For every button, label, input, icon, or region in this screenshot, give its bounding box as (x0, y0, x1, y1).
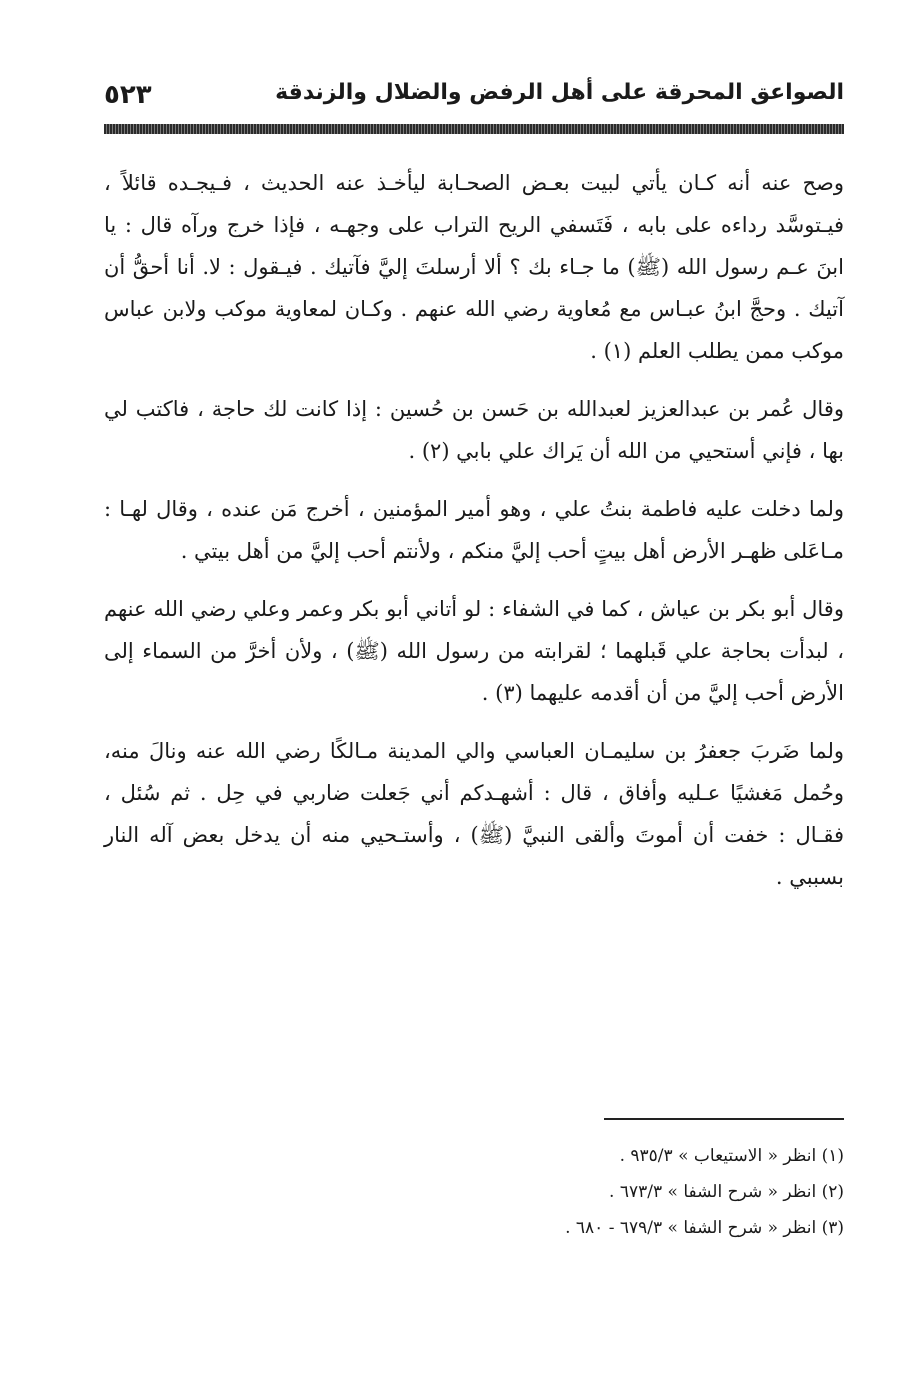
page-number: ٥٢٣ (104, 80, 152, 110)
footnote: (٣) انظر « شرح الشفا » ٦٧٩/٣ - ٦٨٠ . (565, 1218, 844, 1238)
header-rule (104, 124, 844, 134)
paragraph: ولما ضَربَ جعفرُ بن سليمـان العباسي والي المدينة مـالكًا رضي الله عنه ونالَ منه، وحُمل مَغشيًا عـليه وأفاق ، قال : أشهـدكم أني جَعلت ضاربي في حِل . ثم سُئل ، فقـال : خفت أن أموتَ وألقى النبيَّ (ﷺ) ، وأستـحيي منه أن يدخل بعض آله النار بسببي . (104, 739, 844, 889)
footnote: (٢) انظر « شرح الشفا » ٦٧٣/٣ . (609, 1182, 844, 1202)
paragraph: وقال عُمر بن عبدالعزيز لعبدالله بن حَسن بن حُسين : إذا كانت لك حاجة ، فاكتب لي بها ، فإني أستحيي من الله أن يَراك علي بابي (٢) . (104, 397, 844, 463)
running-header (104, 74, 844, 118)
main-text (104, 162, 844, 914)
footnote-rule (604, 1118, 844, 1120)
header-title: الصواعق المحرقة على أهل الرفض والضلال والزندقة (275, 80, 844, 105)
paragraph: وقال أبو بكر بن عياش ، كما في الشفاء : لو أتاني أبو بكر وعمر وعلي رضي الله عنهم ، لبدأت بحاجة علي قَبلهما ؛ لقرابته من رسول الله (ﷺ) ، ولأن أخرَّ من السماء إلى الأرض أحب إليَّ من أن أقدمه عليهما (٣) . (104, 597, 844, 705)
footnotes (300, 1138, 844, 1246)
footnote: (١) انظر « الاستيعاب » ٩٣٥/٣ . (619, 1146, 844, 1166)
paragraph: ولما دخلت عليه فاطمة بنتُ علي ، وهو أمير المؤمنين ، أخرج مَن عنده ، وقال لهـا : مـاعَلى ظهـر الأرض أهل بيتٍ أحب إليَّ منكم ، ولأنتم أحب إليَّ من أهل بيتي . (104, 497, 844, 563)
paragraph: وصح عنه أنه كـان يأتي لبيت بعـض الصحـابة ليأخـذ عنه الحديث ، فـيجـده قائلاً ، فيـتوسَّد رداءه على بابه ، فَتَسفي الريح التراب على وجهـه ، فإذا خرج ورآه قال : يا ابنَ عـم رسول الله (ﷺ) ما جـاء بك ؟ ألا أرسلتَ إليَّ فآتيك . فيـقول : لا. أنا أحقُّ أن آتيك . وحجَّ ابنُ عبـاس مع مُعاوية رضي الله عنهم . وكـان لمعاوية موكب ولابن عباس موكب ممن يطلب العلم (١) . (104, 171, 844, 363)
